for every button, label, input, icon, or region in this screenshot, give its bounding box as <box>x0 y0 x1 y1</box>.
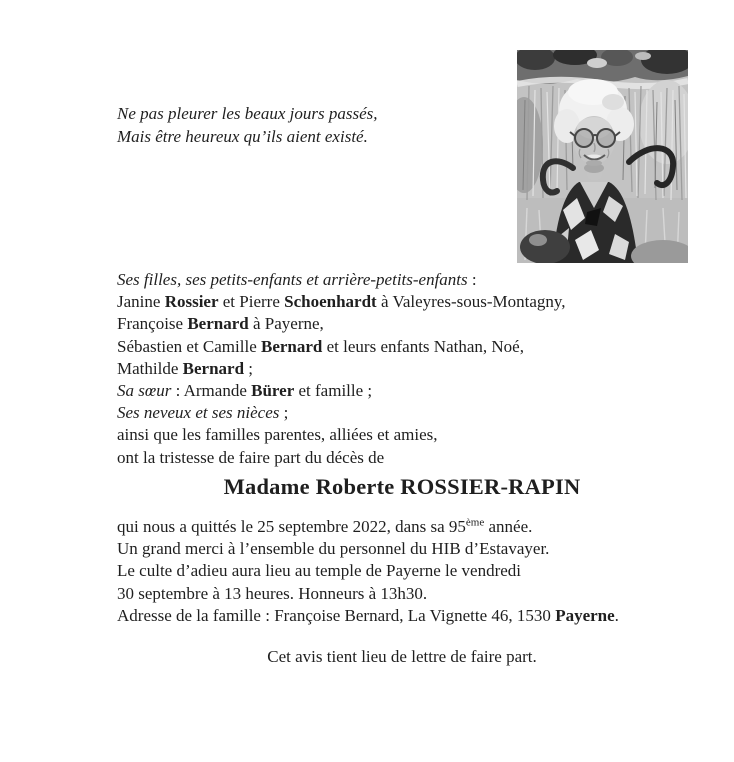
text-segment: à Payerne, <box>248 314 324 334</box>
text-segment: ont la tristesse de faire part du décès de <box>117 447 385 467</box>
text-line <box>117 538 619 560</box>
text-segment: Un grand merci à l’ensemble du personnel du HIB d’Estavayer. <box>117 539 550 559</box>
text-line <box>117 402 566 424</box>
closing-note: Cet avis tient lieu de lettre de faire part. <box>267 647 537 666</box>
text-line <box>117 583 619 605</box>
text-segment: Sébastien et Camille <box>117 336 261 356</box>
text-line <box>117 269 566 291</box>
text-segment: et famille ; <box>294 381 373 401</box>
text-segment: Ne pas pleurer les beaux jours passés, <box>117 104 378 123</box>
text-segment: . <box>614 605 619 625</box>
family-announcement <box>117 269 566 469</box>
text-segment: et Pierre <box>218 292 285 312</box>
text-segment: Bernard <box>187 314 249 334</box>
text-segment: ; <box>244 358 254 378</box>
text-segment: Ses neveux et ses nièces <box>117 403 280 423</box>
text-segment: ainsi que les familles parentes, alliées et amies, <box>117 425 438 445</box>
text-segment: et leurs enfants Nathan, Noé, <box>322 336 524 356</box>
text-segment: Mathilde <box>117 358 183 378</box>
text-line <box>117 447 566 469</box>
text-segment: Bürer <box>251 381 295 401</box>
text-line <box>117 313 566 335</box>
text-segment: Mais être heureux qu’ils aient existé. <box>117 127 368 146</box>
text-segment: Françoise <box>117 314 188 334</box>
text-segment: Rossier <box>164 292 219 312</box>
text-segment: Bernard <box>261 336 323 356</box>
text-segment: Payerne <box>555 605 615 625</box>
funeral-details <box>117 516 619 627</box>
text-segment: Janine <box>117 292 165 312</box>
portrait-photo-graphic <box>517 50 688 263</box>
text-line <box>117 102 378 125</box>
text-segment: : Armande <box>171 381 252 401</box>
text-segment: Adresse de la famille : Françoise Bernard, La Vignette 46, 1530 <box>117 605 556 625</box>
text-segment: ème <box>465 516 485 529</box>
epigraph <box>117 102 378 148</box>
text-line <box>117 560 619 582</box>
text-segment: année. <box>484 517 533 536</box>
text-segment: 30 septembre à 13 heures. Honneurs à 13h30. <box>117 583 428 603</box>
text-line <box>117 380 566 402</box>
text-line <box>117 291 566 313</box>
text-segment: Ses filles, ses petits-enfants et arrière-petits-enfants <box>117 270 468 289</box>
text-line <box>117 336 566 358</box>
text-line <box>117 516 619 538</box>
deceased-name: Madame Roberte ROSSIER-RAPIN <box>223 474 581 499</box>
text-line <box>117 424 566 446</box>
portrait-photo <box>517 50 688 263</box>
text-segment: Le culte d’adieu aura lieu au temple de Payerne le vendredi <box>117 561 522 581</box>
text-line <box>117 125 378 148</box>
text-segment: Schoenhardt <box>284 292 377 312</box>
text-segment: Bernard <box>182 358 245 378</box>
text-segment: Sa sœur <box>117 381 172 401</box>
text-line <box>117 358 566 380</box>
text-segment: : <box>467 270 477 289</box>
text-line <box>117 605 619 627</box>
text-segment: qui nous a quittés le 25 septembre 2022, dans sa 95 <box>117 517 466 536</box>
text-segment: ; <box>279 403 289 423</box>
text-segment: à Valeyres-sous-Montagny, <box>376 292 566 312</box>
